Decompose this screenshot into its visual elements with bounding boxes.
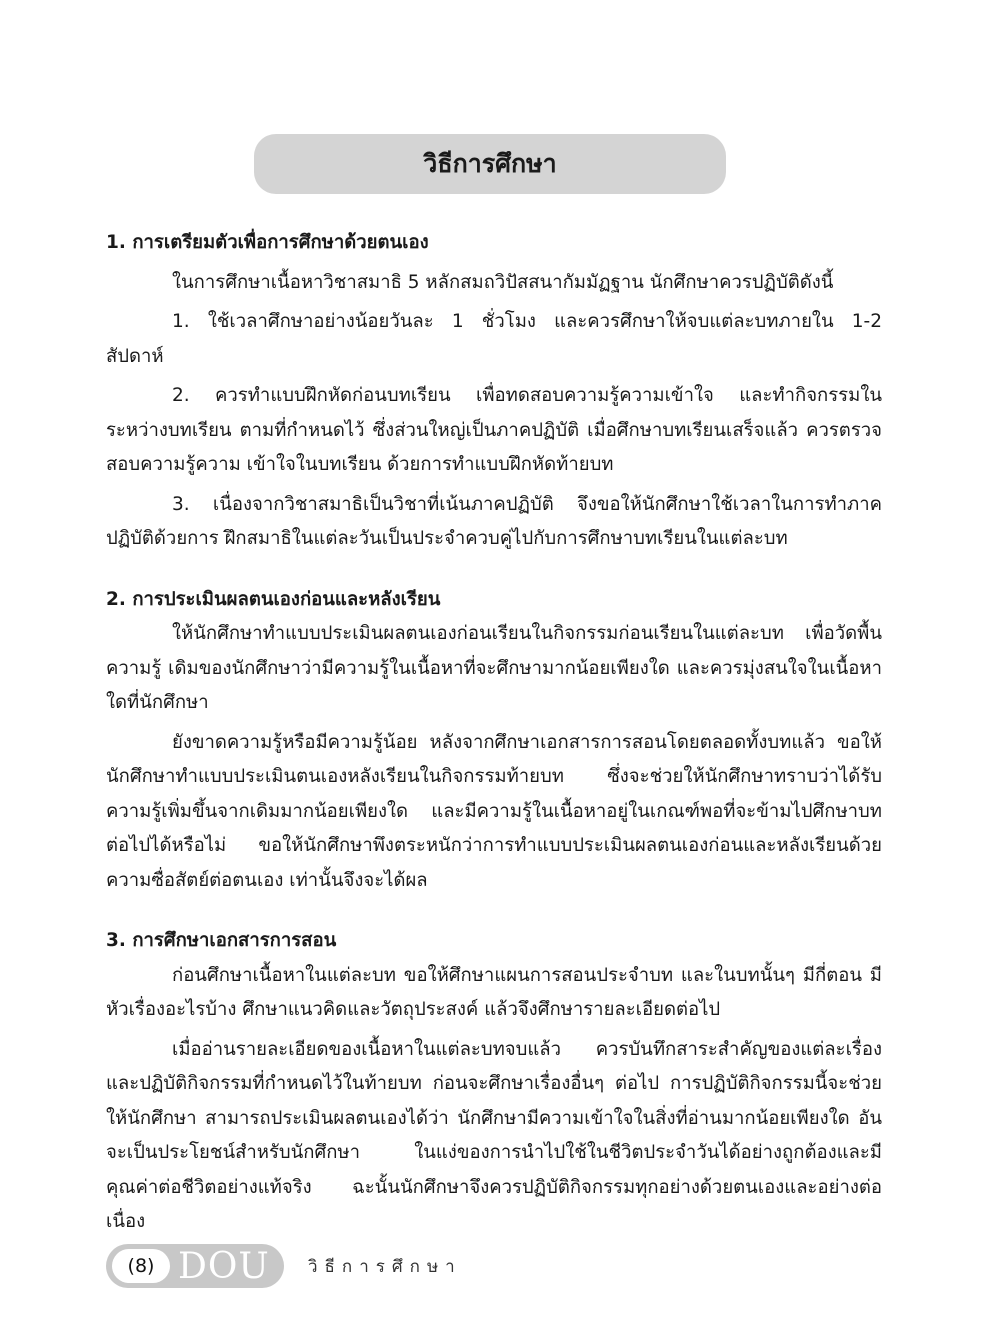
section-3-paragraph-1: ก่อนศึกษาเนื้อหาในแต่ละบท ขอให้ศึกษาแผนการสอนประจำบท และในบทนั้นๆ มีกี่ตอน มีหัวเรื่องอะไรบ้าง ศึกษาแนวคิดและวัตถุประสงค์ แล้วจึงศึกษารายละเอียดต่อไป	[106, 964, 882, 1020]
footer-section-label: วิธีการศึกษา	[308, 1256, 462, 1277]
page-number: (8)	[112, 1249, 170, 1283]
section-2-heading: 2. การประเมินผลตนเองก่อนและหลังเรียน	[106, 588, 441, 610]
footer-badge	[106, 1244, 284, 1288]
page-title: วิธีการศึกษา	[423, 149, 557, 178]
page-footer	[106, 1244, 462, 1288]
section-3-paragraph-2: เมื่ออ่านรายละเอียดของเนื้อหาในแต่ละบทจบแล้ว ควรบันทึกสาระสำคัญของแต่ละเรื่องและปฏิบัติกิจกรรมที่กำหนดไว้ในท้ายบท ก่อนจะศึกษาเรื่องอื่นๆ ต่อไป การปฏิบัติกิจกรรมนี้จะช่วยให้นักศึกษา สามารถประเมินผลตนเองได้ว่า นักศึกษามีความเข้าใจในสิ่งที่อ่านมากน้อยเพียงใด อันจะเป็นประโยชน์สำหรับนักศึกษา ในแง่ของการนำไปใช้ในชีวิตประจำวันได้อย่างถูกต้องและมีคุณค่าต่อชีวิตอย่างแท้จริง ฉะนั้นนักศึกษาจึงควรปฏิบัติกิจกรรมทุกอย่างด้วยตนเองและอย่างต่อเนื่อง	[106, 1038, 882, 1232]
section-3-heading: 3. การศึกษาเอกสารการสอน	[106, 930, 337, 951]
section-1-item-2: 2. ควรทำแบบฝึกหัดก่อนบทเรียน เพื่อทดสอบความรู้ความเข้าใจ และทำกิจกรรมในระหว่างบทเรียน ตามที่กำหนดไว้ ซึ่งส่วนใหญ่เป็นภาคปฏิบัติ เมื่อศึกษาบทเรียนเสร็จแล้ว ควรตรวจสอบความรู้ความ เข้าใจในบทเรียน ด้วยการทำแบบฝึกหัดท้ายบท	[106, 385, 882, 475]
main-content	[106, 226, 882, 1240]
section-1-intro: ในการศึกษาเนื้อหาวิชาสมาธิ 5 หลักสมถวิปัสสนากัมมัฏฐาน นักศึกษาควรปฏิบัติดังนี้	[172, 271, 834, 293]
brand-logo-text: DOU	[178, 1245, 270, 1287]
section-2-paragraph-2: ยังขาดความรู้หรือมีความรู้น้อย หลังจากศึกษาเอกสารการสอนโดยตลอดทั้งบทแล้ว ขอให้นักศึกษาทำแบบประเมินตนเองหลังเรียนในกิจกรรมท้ายบท ซึ่งจะช่วยให้นักศึกษาทราบว่าได้รับความรู้เพิ่มขึ้นจากเดิมมากน้อยเพียงใด และมีความรู้ในเนื้อหาอยู่ในเกณฑ์พอที่จะข้ามไปศึกษาบทต่อไปได้หรือไม่ ขอให้นักศึกษาพึงตระหนักว่าการทำแบบประเมินผลตนเองก่อนและหลังเรียนด้วยความซื่อสัตย์ต่อตนเอง เท่านั้นจึงจะได้ผล	[106, 731, 882, 891]
section-1-item-3: 3. เนื่องจากวิชาสมาธิเป็นวิชาที่เน้นภาคปฏิบัติ จึงขอให้นักศึกษาใช้เวลาในการทำภาคปฏิบัติด้วยการ ฝึกสมาธิในแต่ละวันเป็นประจำควบคู่ไปกับการศึกษาบทเรียนในแต่ละบท	[106, 493, 882, 549]
page-title-banner	[254, 134, 726, 194]
section-2-paragraph-1: ให้นักศึกษาทำแบบประเมินผลตนเองก่อนเรียนในกิจกรรมก่อนเรียนในแต่ละบท เพื่อวัดพื้นความรู้ เดิมของนักศึกษาว่ามีความรู้ในเนื้อหาที่จะศึกษามากน้อยเพียงใด และควรมุ่งสนใจในเนื้อหาใดที่นักศึกษา	[106, 623, 882, 713]
section-1-heading: 1. การเตรียมตัวเพื่อการศึกษาด้วยตนเอง	[106, 232, 429, 253]
section-1-item-1: 1. ใช้เวลาศึกษาอย่างน้อยวันละ 1 ชั่วโมง และควรศึกษาให้จบแต่ละบทภายใน 1-2 สัปดาห์	[106, 311, 882, 367]
